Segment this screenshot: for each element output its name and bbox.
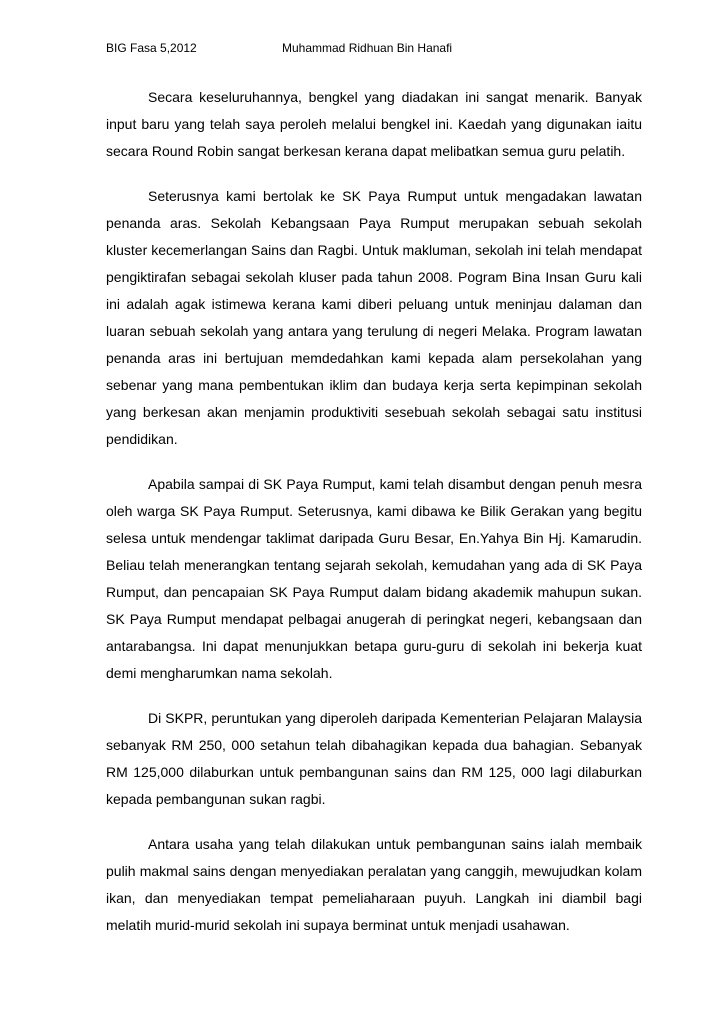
body-text [106, 84, 642, 957]
paragraph-workshop-summary: Secara keseluruhannya, bengkel yang diadakan ini sangat menarik. Banyak input baru yang telah saya peroleh melalui bengkel ini. Kaedah yang digunakan iaitu secara Round Robin sangat berkesan kerana dapat melibatkan semua guru pelatih. [106, 89, 642, 159]
header-author-name: Muhammad Ridhuan Bin Hanafi [282, 41, 453, 55]
header-course-label: BIG Fasa 5,2012 [106, 41, 197, 55]
paragraph-school-welcome: Apabila sampai di SK Paya Rumput, kami telah disambut dengan penuh mesra oleh warga SK Paya Rumput. Seterusnya, kami dibawa ke Bilik Gerakan yang begitu selesa untuk mendengar taklimat daripada Guru Besar, En.Yahya Bin Hj. Kamarudin. Beliau telah menerangkan tentang sejarah sekolah, kemudahan yang ada di SK Paya Rumput, dan pencapaian SK Paya Rumput dalam bidang akademik mahupun sukan. SK Paya Rumput mendapat pelbagai anugerah di peringkat negeri, kebangsaan dan antarabangsa. Ini dapat menunjukkan betapa guru-guru di sekolah ini bekerja kuat demi mengharumkan nama sekolah. [106, 476, 642, 681]
page-header [106, 40, 642, 56]
paragraph-science-development: Antara usaha yang telah dilakukan untuk pembangunan sains ialah membaik pulih makmal sains dengan menyediakan peralatan yang canggih, mewujudkan kolam ikan, dan menyediakan tempat pemeliaharaan puyuh. Langkah ini diambil bagi melatih murid-murid sekolah ini supaya berminat untuk menjadi usahawan. [106, 836, 642, 933]
paragraph-benchmark-visit: Seterusnya kami bertolak ke SK Paya Rumput untuk mengadakan lawatan penanda aras. Sekolah Kebangsaan Paya Rumput merupakan sebuah sekolah kluster kecemerlangan Sains dan Ragbi. Untuk makluman, sekolah ini telah mendapat pengiktirafan sebagai sekolah kluser pada tahun 2008. Pogram Bina Insan Guru kali ini adalah agak istimewa kerana kami diberi peluang untuk meninjau dalaman dan luaran sebuah sekolah yang antara yang terulung di negeri Melaka. Program lawatan penanda aras ini bertujuan memdedahkan kami kepada alam persekolahan yang sebenar yang mana pembentukan iklim dan budaya kerja serta kepimpinan sekolah yang berkesan akan menjamin produktiviti sesebuah sekolah sebagai satu institusi pendidikan. [106, 188, 642, 447]
paragraph-funding-allocation: Di SKPR, peruntukan yang diperoleh daripada Kementerian Pelajaran Malaysia sebanyak RM 250, 000 setahun telah dibahagikan kepada dua bahagian. Sebanyak RM 125,000 dilaburkan untuk pembangunan sains dan RM 125, 000 lagi dilaburkan kepada pembangunan sukan ragbi. [106, 710, 642, 807]
